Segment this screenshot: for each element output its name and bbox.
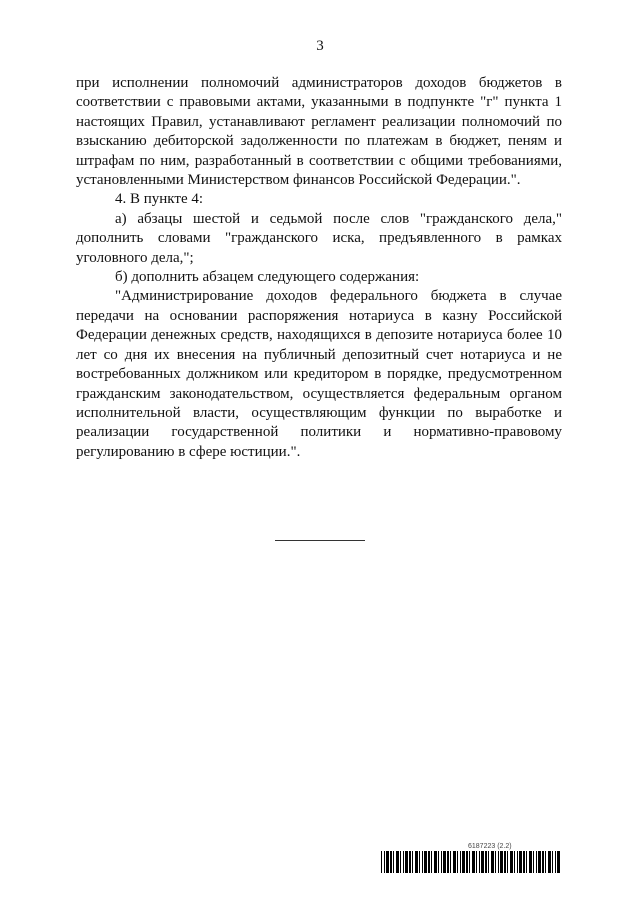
paragraph-item-4: 4. В пункте 4: xyxy=(115,191,204,208)
paragraph-continuation: при исполнении полномочий администраторов доходов бюджетов в соответствии с правовыми актами, указанными в подпункте "г" пункта 1 настоящих Правил, устанавливают регламент реализации полномочий по взысканию дебиторской задолженности по платежам в бюджет, пеням и штрафам по ним, разработанный в соответствии с общими требованиями, установленными Министерством финансов Российской Федерации.". xyxy=(76,75,562,189)
paragraph-quoted-text: "Администрирование доходов федерального бюджета в случае передачи на основании распоряжения нотариуса в казну Российской Федерации денежных средств, находящихся в депозите нотариуса более 10 лет со дня их внесения на публичный депозитный счет нотариуса и не востребованных должником или кредитором в порядке, предусмотренном гражданским законодательством, осуществляется федеральным органом исполнительной власти, осуществляющим функции по выработке и реализации государственной политики и нормативно-правовому регулированию в сфере юстиции.". xyxy=(76,288,562,460)
barcode-icon xyxy=(381,851,563,873)
page-number: 3 xyxy=(316,38,324,54)
document-body xyxy=(76,74,562,462)
paragraph-subitem-a: а) абзацы шестой и седьмой после слов "гражданского дела," дополнить словами "гражданского иска, предъявленного в рамках уголовного дела,"; xyxy=(76,210,562,266)
document-code: 6187223 (2.2) xyxy=(468,843,512,850)
end-separator-line xyxy=(275,540,365,541)
paragraph-subitem-b: б) дополнить абзацем следующего содержания: xyxy=(115,269,420,286)
